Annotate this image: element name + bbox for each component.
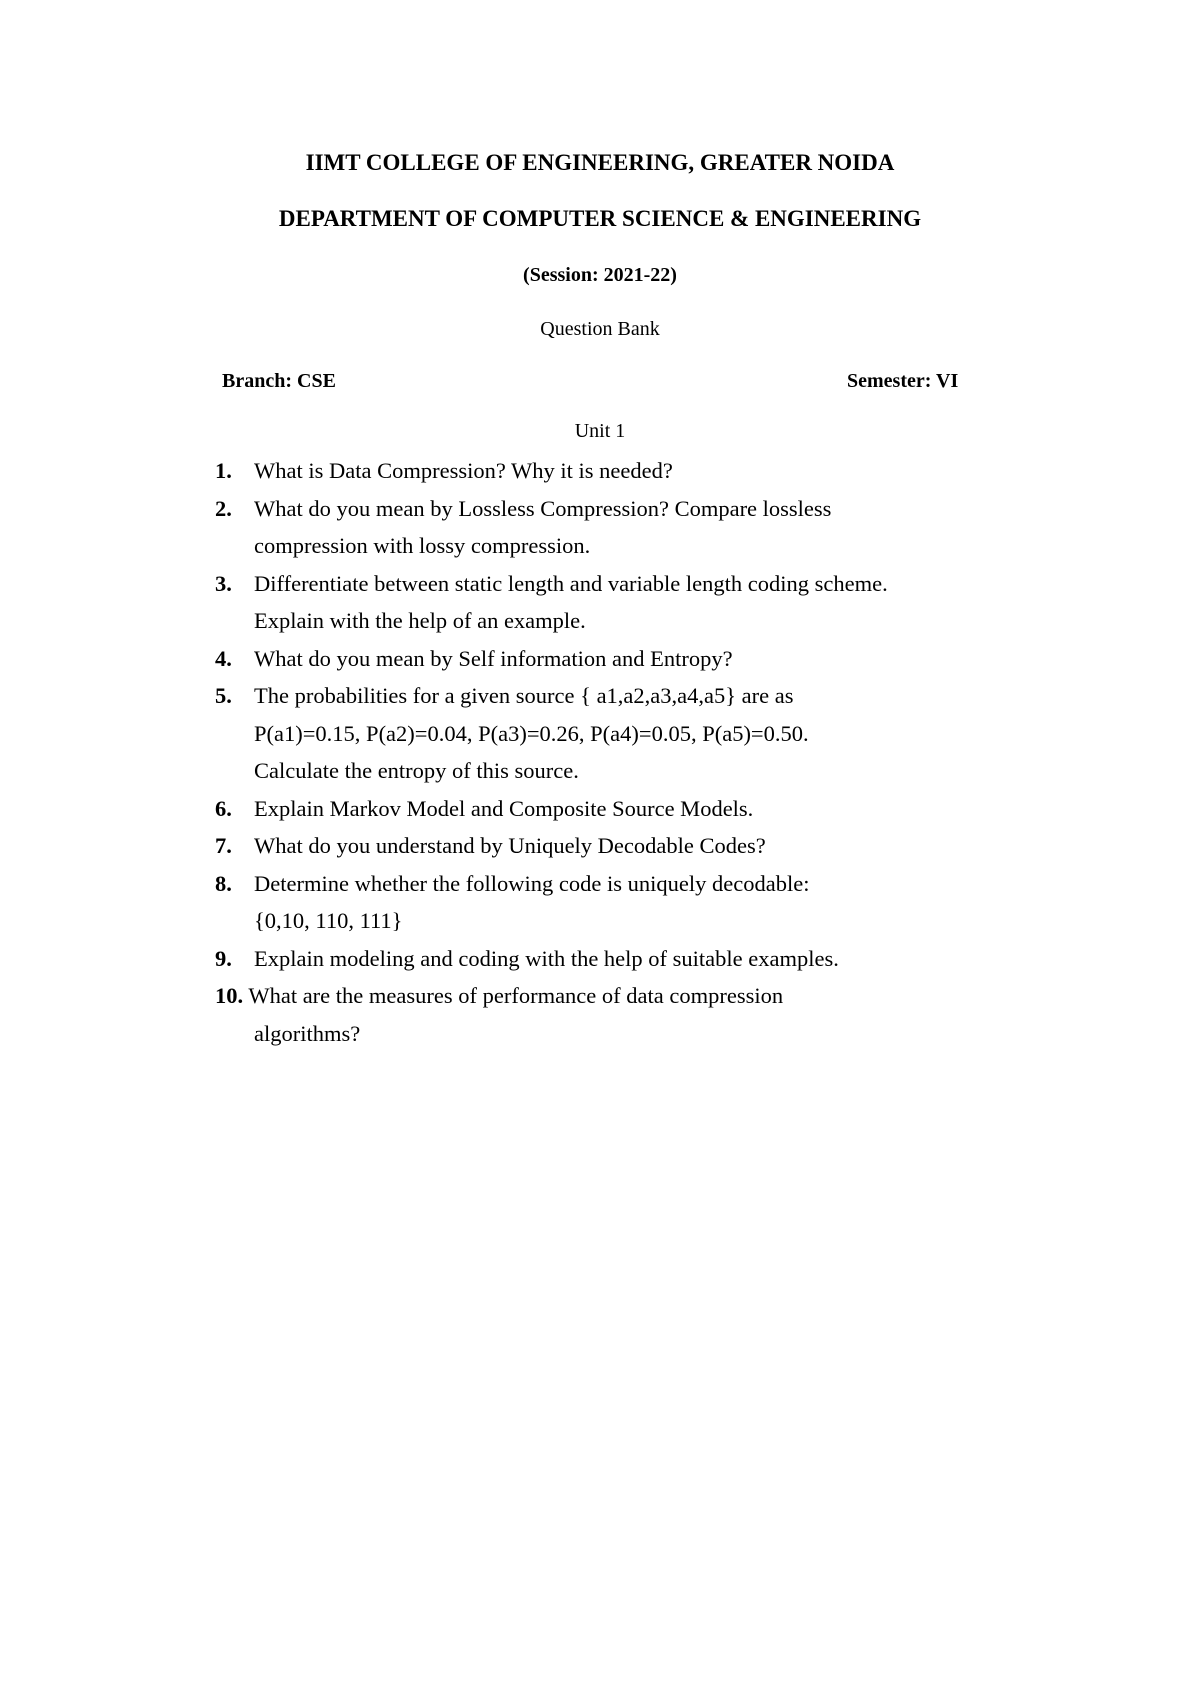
question-item [215,827,1095,865]
question-number: 6. [215,795,232,821]
question-text: P(a1)=0.15, P(a2)=0.04, P(a3)=0.26, P(a4)=0.05, P(a5)=0.50. [254,720,809,746]
question-text: What do you understand by Uniquely Decodable Codes? [254,833,766,858]
unit-heading: Unit 1 [574,420,626,442]
question-text: What is Data Compression? Why it is needed? [254,458,673,483]
question-text: What are the measures of performance of data compression [248,983,784,1008]
question-number: 4. [215,645,232,671]
question-list [215,452,1095,1052]
document-title: Question Bank [540,318,660,340]
question-text: Explain Markov Model and Composite Source Models. [254,795,754,821]
question-item [215,790,1095,828]
semester-label: Semester: VI [847,370,959,392]
question-number: 5. [215,683,232,708]
question-item [215,977,1095,1052]
question-text: Explain modeling and coding with the help of suitable examples. [254,945,839,971]
question-text: Calculate the entropy of this source. [254,758,579,783]
question-number: 8. [215,870,232,896]
question-item [215,640,1095,678]
question-text: Determine whether the following code is uniquely decodable: [254,870,810,896]
question-text: Differentiate between static length and variable length coding scheme. [254,570,888,596]
department-name: DEPARTMENT OF COMPUTER SCIENCE & ENGINEERING [278,206,922,231]
session-label: (Session: 2021-22) [523,264,677,286]
question-item [215,490,1095,565]
question-text: What do you mean by Lossless Compression? Compare lossless [254,495,832,521]
branch-label: Branch: CSE [222,370,336,392]
question-item [215,940,1095,978]
question-item [215,865,1095,940]
question-item [215,677,1095,790]
question-text: The probabilities for a given source { a1,a2,a3,a4,a5} are as [254,683,794,708]
question-number: 1. [215,458,232,483]
question-item [215,452,1095,490]
question-text: What do you mean by Self information and Entropy? [254,645,733,671]
question-number: 2. [215,495,232,521]
question-text: Explain with the help of an example. [254,608,586,633]
question-number: 7. [215,833,232,858]
question-number: 9. [215,945,232,971]
question-number: 10. [215,983,244,1008]
question-number: 3. [215,570,232,596]
question-text: algorithms? [254,1020,361,1046]
college-name: IIMT COLLEGE OF ENGINEERING, GREATER NOIDA [305,150,895,175]
question-text: {0,10, 110, 111} [254,908,403,933]
question-text: compression with lossy compression. [254,533,591,558]
question-item [215,565,1095,640]
